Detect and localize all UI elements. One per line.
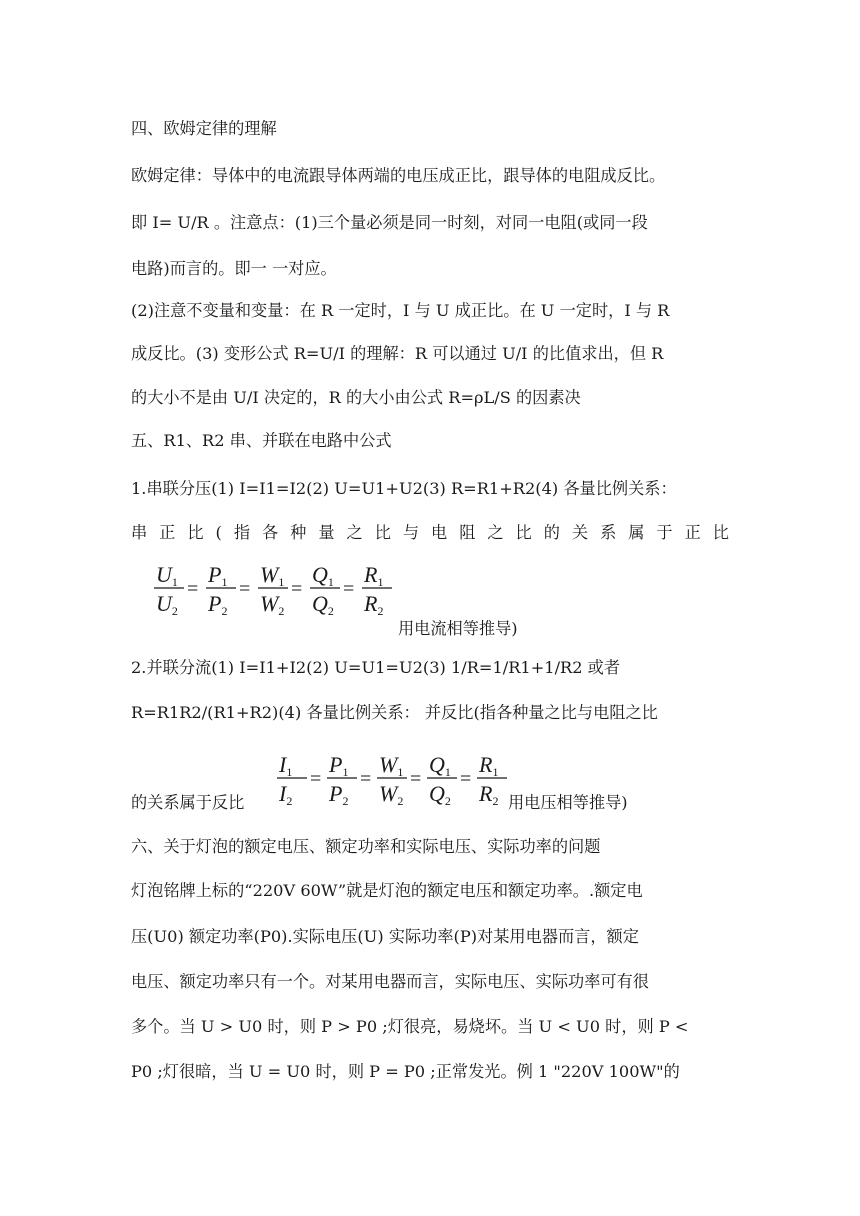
numerator-subscript: 1 bbox=[286, 765, 293, 779]
char: 比 bbox=[712, 523, 729, 542]
parallel-line-1: 2.并联分流(1) I=I1+I2(2) U=U1=U2(3) 1/R=1/R1+1/R2 或者 bbox=[131, 658, 621, 677]
fraction-denominator: R2 bbox=[364, 591, 384, 618]
denominator-subscript: 2 bbox=[444, 794, 451, 808]
equals-sign: = bbox=[187, 578, 199, 600]
denominator-subscript: 2 bbox=[278, 604, 285, 618]
series-line-1: 1.串联分压(1) I=I1=I2(2) U=U1+U2(3) R=R1+R2(4) 各量比例关系： bbox=[131, 479, 677, 498]
fraction-numerator: Q1 bbox=[429, 752, 451, 779]
fraction-denominator: P2 bbox=[208, 591, 228, 618]
fraction-numerator: P1 bbox=[208, 562, 228, 589]
fraction-denominator: P2 bbox=[329, 781, 349, 808]
equals-sign: = bbox=[360, 768, 372, 790]
fraction-denominator: Q2 bbox=[312, 591, 334, 618]
denominator-subscript: 2 bbox=[286, 794, 293, 808]
numerator-subscript: 1 bbox=[171, 575, 178, 589]
denominator-subscript: 2 bbox=[171, 604, 178, 618]
fraction bbox=[327, 752, 357, 808]
equals-sign: = bbox=[291, 578, 303, 600]
denominator-subscript: 2 bbox=[221, 604, 228, 618]
paragraph-line: 灯泡铭牌上标的“220V 60W”就是灯泡的额定电压和额定功率。.额定电 bbox=[131, 881, 643, 900]
paragraph-line: 压(U0) 额定功率(P0).实际电压(U) 实际功率(P)对某用电器而言，额定 bbox=[131, 927, 639, 946]
char: 正 bbox=[159, 523, 176, 542]
fraction-numerator: U1 bbox=[156, 562, 178, 589]
fraction-denominator: W2 bbox=[260, 591, 285, 618]
section-4-heading: 四、欧姆定律的理解 bbox=[131, 119, 277, 138]
char: 指 bbox=[233, 523, 251, 542]
fraction-denominator: I2 bbox=[279, 781, 293, 808]
fraction-denominator: R2 bbox=[479, 781, 499, 808]
numerator-subscript: 1 bbox=[221, 575, 228, 589]
char: 比 bbox=[187, 523, 204, 542]
parallel-prefix-text: 的关系属于反比 bbox=[131, 793, 245, 812]
equals-sign: = bbox=[239, 578, 251, 600]
fraction-numerator: Q1 bbox=[312, 562, 334, 589]
char: 种 bbox=[290, 523, 307, 542]
fraction-denominator: Q2 bbox=[429, 781, 451, 808]
paragraph-line: 电路)而言的。即一 一对应。 bbox=[131, 259, 337, 278]
fraction-numerator: W1 bbox=[260, 562, 285, 589]
denominator-subscript: 2 bbox=[342, 794, 349, 808]
numerator-subscript: 1 bbox=[278, 575, 285, 589]
fraction bbox=[477, 752, 507, 808]
equals-sign: = bbox=[410, 768, 422, 790]
char: 阻 bbox=[459, 523, 476, 542]
equals-sign: = bbox=[310, 768, 322, 790]
denominator-subscript: 2 bbox=[327, 604, 334, 618]
fraction-numerator: I1 bbox=[279, 752, 293, 779]
paragraph-line: 电压、额定功率只有一个。对某用电器而言，实际电压、实际功率可有很 bbox=[131, 972, 649, 991]
fraction-numerator: R1 bbox=[364, 562, 384, 589]
char: 属 bbox=[628, 523, 645, 542]
numerator-subscript: 1 bbox=[492, 765, 499, 779]
paragraph-line: 即 I= U/R 。注意点：(1)三个量必须是同一时刻，对同一电阻(或同一段 bbox=[131, 213, 648, 232]
char: 电 bbox=[431, 523, 448, 542]
fraction bbox=[427, 752, 457, 808]
equals-sign: = bbox=[460, 768, 472, 790]
fraction-denominator: W2 bbox=[379, 781, 404, 808]
equals-sign: = bbox=[343, 578, 355, 600]
char: 系 bbox=[600, 523, 617, 542]
denominator-subscript: 2 bbox=[492, 794, 499, 808]
numerator-subscript: 1 bbox=[342, 765, 349, 779]
numerator-subscript: 1 bbox=[444, 765, 451, 779]
char: 的 bbox=[543, 523, 560, 542]
char: 正 bbox=[684, 523, 701, 542]
paragraph-line: 欧姆定律：导体中的电流跟导体两端的电压成正比，跟导体的电阻成反比。 bbox=[131, 166, 666, 185]
paragraph-line: P0 ;灯很暗，当 U = U0 时，则 P = P0 ;正常发光。例 1 "220V 100W"的 bbox=[131, 1062, 680, 1081]
numerator-subscript: 1 bbox=[377, 575, 384, 589]
section-5-heading: 五、R1、R2 串、并联在电路中公式 bbox=[131, 431, 392, 450]
char: 之 bbox=[487, 523, 504, 542]
fraction bbox=[277, 752, 307, 808]
denominator-subscript: 2 bbox=[377, 604, 384, 618]
char: 串 bbox=[131, 523, 148, 542]
series-tail-text: 用电流相等推导) bbox=[398, 619, 518, 638]
fraction bbox=[377, 752, 407, 808]
char: ( bbox=[215, 523, 222, 542]
numerator-subscript: 1 bbox=[397, 765, 404, 779]
parallel-tail-text: 用电压相等推导) bbox=[508, 793, 628, 812]
parallel-line-2: R=R1R2/(R1+R2)(4) 各量比例关系： 并反比(指各种量之比与电阻之比 bbox=[131, 703, 658, 722]
fraction-numerator: W1 bbox=[379, 752, 404, 779]
char: 之 bbox=[346, 523, 363, 542]
char: 于 bbox=[656, 523, 673, 542]
char: 关 bbox=[571, 523, 589, 542]
char: 各 bbox=[262, 523, 279, 542]
char: 比 bbox=[515, 523, 532, 542]
char: 与 bbox=[402, 523, 420, 542]
paragraph-line: (2)注意不变量和变量：在 R 一定时，I 与 U 成正比。在 U 一定时，I 与 R bbox=[131, 301, 670, 320]
denominator-subscript: 2 bbox=[397, 794, 404, 808]
fraction-numerator: R1 bbox=[479, 752, 499, 779]
fraction-numerator: P1 bbox=[329, 752, 349, 779]
paragraph-line: 成反比。(3) 变形公式 R=U/I 的理解：R 可以通过 U/I 的比值求出，但 R bbox=[131, 344, 664, 363]
paragraph-line: 的大小不是由 U/I 决定的，R 的大小由公式 R=ρL/S 的因素决 bbox=[131, 388, 581, 407]
paragraph-line: 多个。当 U > U0 时，则 P > P0 ;灯很亮，易烧坏。当 U < U0 时，则 P < bbox=[131, 1017, 689, 1036]
char: 量 bbox=[318, 523, 335, 542]
numerator-subscript: 1 bbox=[327, 575, 334, 589]
char: 比 bbox=[374, 523, 391, 542]
section-6-heading: 六、关于灯泡的额定电压、额定功率和实际电压、实际功率的问题 bbox=[131, 837, 601, 856]
fraction-denominator: U2 bbox=[156, 591, 178, 618]
